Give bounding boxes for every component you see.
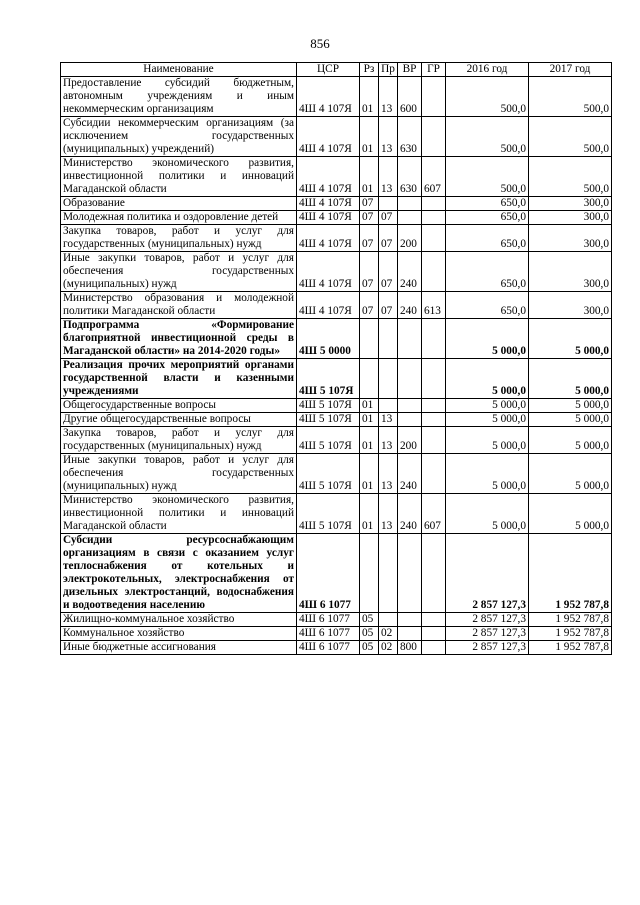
row-2016: 2 857 127,3 [446, 534, 529, 613]
row-vr: 240 [398, 494, 422, 534]
row-2017: 5 000,0 [529, 494, 612, 534]
row-gr [422, 534, 446, 613]
row-2016: 2 857 127,3 [446, 613, 529, 627]
row-rz: 07 [360, 197, 379, 211]
header-2016: 2016 год [446, 63, 529, 77]
row-csr: 4Ш 4 107Я [297, 157, 360, 197]
row-rz [360, 359, 379, 399]
row-2017: 500,0 [529, 77, 612, 117]
row-2016: 650,0 [446, 292, 529, 319]
row-name: Министерство экономического развития, инвестиционной политики и инноваций Магаданской области [61, 157, 297, 197]
table-row [61, 454, 612, 494]
row-gr [422, 427, 446, 454]
row-pr: 07 [379, 225, 398, 252]
header-name: Наименование [61, 63, 297, 77]
row-csr: 4Ш 4 107Я [297, 211, 360, 225]
row-pr [379, 359, 398, 399]
row-2017: 1 952 787,8 [529, 613, 612, 627]
row-vr: 240 [398, 454, 422, 494]
row-vr: 240 [398, 292, 422, 319]
row-rz: 07 [360, 252, 379, 292]
row-csr: 4Ш 6 1077 [297, 613, 360, 627]
row-name: Коммунальное хозяйство [61, 627, 297, 641]
row-vr: 200 [398, 225, 422, 252]
row-2016: 500,0 [446, 157, 529, 197]
row-pr: 07 [379, 292, 398, 319]
row-name: Министерство образования и молодежной политики Магаданской области [61, 292, 297, 319]
row-pr: 07 [379, 252, 398, 292]
row-2017: 5 000,0 [529, 359, 612, 399]
row-name: Иные бюджетные ассигнования [61, 641, 297, 655]
header-gr: ГР [422, 63, 446, 77]
row-pr: 13 [379, 117, 398, 157]
row-2016: 5 000,0 [446, 319, 529, 359]
row-gr [422, 197, 446, 211]
row-2016: 2 857 127,3 [446, 627, 529, 641]
table-header-row [61, 63, 612, 77]
table-row [61, 534, 612, 613]
row-2016: 500,0 [446, 77, 529, 117]
row-rz [360, 319, 379, 359]
row-name: Субсидии некоммерческим организациям (за исключением государственных (муниципальных) учреждений) [61, 117, 297, 157]
row-name: Молодежная политика и оздоровление детей [61, 211, 297, 225]
row-csr: 4Ш 5 107Я [297, 413, 360, 427]
row-csr: 4Ш 4 107Я [297, 252, 360, 292]
header-vr: ВР [398, 63, 422, 77]
row-vr [398, 613, 422, 627]
row-2017: 1 952 787,8 [529, 627, 612, 641]
row-csr: 4Ш 6 1077 [297, 534, 360, 613]
row-2016: 5 000,0 [446, 359, 529, 399]
row-gr [422, 627, 446, 641]
row-name: Общегосударственные вопросы [61, 399, 297, 413]
table-row [61, 117, 612, 157]
row-2016: 5 000,0 [446, 494, 529, 534]
row-rz: 07 [360, 292, 379, 319]
row-name: Иные закупки товаров, работ и услуг для обеспечения государственных (муниципальных) нужд [61, 252, 297, 292]
row-rz: 01 [360, 157, 379, 197]
row-pr: 02 [379, 627, 398, 641]
row-vr: 630 [398, 117, 422, 157]
row-pr [379, 534, 398, 613]
row-2017: 300,0 [529, 225, 612, 252]
row-name: Министерство экономического развития, инвестиционной политики и инноваций Магаданской области [61, 494, 297, 534]
header-pr: Пр [379, 63, 398, 77]
row-gr [422, 252, 446, 292]
table-row [61, 399, 612, 413]
row-2017: 300,0 [529, 197, 612, 211]
row-name: Другие общегосударственные вопросы [61, 413, 297, 427]
table-row [61, 252, 612, 292]
row-pr [379, 399, 398, 413]
table-row [61, 197, 612, 211]
row-gr [422, 77, 446, 117]
table-row [61, 494, 612, 534]
row-gr [422, 413, 446, 427]
budget-table [60, 62, 612, 655]
table-row [61, 157, 612, 197]
row-2017: 500,0 [529, 157, 612, 197]
row-rz: 01 [360, 399, 379, 413]
row-vr: 240 [398, 252, 422, 292]
row-pr: 13 [379, 157, 398, 197]
row-gr [422, 225, 446, 252]
row-2016: 650,0 [446, 211, 529, 225]
row-csr: 4Ш 5 107Я [297, 399, 360, 413]
table-row [61, 319, 612, 359]
table-row [61, 211, 612, 225]
row-pr [379, 613, 398, 627]
row-gr: 607 [422, 494, 446, 534]
row-name: Иные закупки товаров, работ и услуг для обеспечения государственных (муниципальных) нужд [61, 454, 297, 494]
row-2017: 5 000,0 [529, 427, 612, 454]
row-gr [422, 454, 446, 494]
row-rz: 07 [360, 225, 379, 252]
row-pr [379, 197, 398, 211]
row-gr [422, 319, 446, 359]
row-2016: 5 000,0 [446, 427, 529, 454]
page-number: 856 [310, 36, 330, 51]
row-2016: 2 857 127,3 [446, 641, 529, 655]
row-pr [379, 319, 398, 359]
row-pr: 07 [379, 211, 398, 225]
row-rz: 01 [360, 117, 379, 157]
row-2016: 500,0 [446, 117, 529, 157]
row-csr: 4Ш 5 0000 [297, 319, 360, 359]
row-csr: 4Ш 4 107Я [297, 117, 360, 157]
row-rz: 01 [360, 77, 379, 117]
row-rz: 05 [360, 613, 379, 627]
row-rz: 05 [360, 627, 379, 641]
row-csr: 4Ш 5 107Я [297, 454, 360, 494]
row-2017: 5 000,0 [529, 454, 612, 494]
row-rz [360, 534, 379, 613]
row-pr: 13 [379, 454, 398, 494]
row-2017: 300,0 [529, 211, 612, 225]
row-gr: 613 [422, 292, 446, 319]
row-gr [422, 211, 446, 225]
row-2016: 650,0 [446, 225, 529, 252]
row-gr [422, 117, 446, 157]
row-csr: 4Ш 4 107Я [297, 225, 360, 252]
row-gr [422, 359, 446, 399]
row-rz: 01 [360, 454, 379, 494]
table-row [61, 413, 612, 427]
row-rz: 01 [360, 413, 379, 427]
row-csr: 4Ш 6 1077 [297, 641, 360, 655]
row-2017: 300,0 [529, 292, 612, 319]
table-row [61, 77, 612, 117]
row-pr: 13 [379, 427, 398, 454]
row-name: Подпрограмма «Формирование благоприятной инвестиционной среды в Магаданской области» на 2014-2020 годы» [61, 319, 297, 359]
row-2017: 300,0 [529, 252, 612, 292]
row-csr: 4Ш 4 107Я [297, 197, 360, 211]
row-vr [398, 627, 422, 641]
row-vr [398, 197, 422, 211]
row-2016: 5 000,0 [446, 454, 529, 494]
row-2017: 1 952 787,8 [529, 534, 612, 613]
table-row [61, 427, 612, 454]
header-csr: ЦСР [297, 63, 360, 77]
table-row [61, 613, 612, 627]
row-csr: 4Ш 4 107Я [297, 292, 360, 319]
row-vr: 200 [398, 427, 422, 454]
row-name: Предоставление субсидий бюджетным, автономным учреждениям и иным некоммерческим организациям [61, 77, 297, 117]
row-csr: 4Ш 5 107Я [297, 494, 360, 534]
row-gr [422, 641, 446, 655]
row-pr: 13 [379, 494, 398, 534]
row-2016: 5 000,0 [446, 413, 529, 427]
row-rz: 05 [360, 641, 379, 655]
row-2016: 650,0 [446, 197, 529, 211]
row-name: Закупка товаров, работ и услуг для государственных (муниципальных) нужд [61, 427, 297, 454]
row-2016: 650,0 [446, 252, 529, 292]
row-2016: 5 000,0 [446, 399, 529, 413]
row-vr: 630 [398, 157, 422, 197]
row-pr: 13 [379, 413, 398, 427]
table-row [61, 292, 612, 319]
row-vr [398, 534, 422, 613]
row-pr: 13 [379, 77, 398, 117]
row-name: Закупка товаров, работ и услуг для государственных (муниципальных) нужд [61, 225, 297, 252]
row-vr [398, 319, 422, 359]
row-csr: 4Ш 5 107Я [297, 427, 360, 454]
row-gr: 607 [422, 157, 446, 197]
row-gr [422, 613, 446, 627]
row-vr: 600 [398, 77, 422, 117]
row-csr: 4Ш 4 107Я [297, 77, 360, 117]
row-name: Реализация прочих мероприятий органами государственной власти и казенными учреждениями [61, 359, 297, 399]
row-pr: 02 [379, 641, 398, 655]
row-name: Образование [61, 197, 297, 211]
row-2017: 500,0 [529, 117, 612, 157]
row-2017: 5 000,0 [529, 413, 612, 427]
row-2017: 5 000,0 [529, 399, 612, 413]
row-csr: 4Ш 6 1077 [297, 627, 360, 641]
table-row [61, 359, 612, 399]
row-rz: 01 [360, 494, 379, 534]
row-name: Субсидии ресурсоснабжающим организациям в связи с оказанием услуг теплоснабжения от котельных и электрокотельных, электроснабжения от дизельных электростанций, водоснабжения и водоотведения населению [61, 534, 297, 613]
row-csr: 4Ш 5 107Я [297, 359, 360, 399]
row-2017: 1 952 787,8 [529, 641, 612, 655]
row-vr [398, 359, 422, 399]
row-vr: 800 [398, 641, 422, 655]
row-gr [422, 399, 446, 413]
table-row [61, 225, 612, 252]
row-vr [398, 413, 422, 427]
row-rz: 07 [360, 211, 379, 225]
row-name: Жилищно-коммунальное хозяйство [61, 613, 297, 627]
table-row [61, 641, 612, 655]
header-2017: 2017 год [529, 63, 612, 77]
header-rz: Рз [360, 63, 379, 77]
row-vr [398, 399, 422, 413]
table-row [61, 627, 612, 641]
row-rz: 01 [360, 427, 379, 454]
row-vr [398, 211, 422, 225]
row-2017: 5 000,0 [529, 319, 612, 359]
